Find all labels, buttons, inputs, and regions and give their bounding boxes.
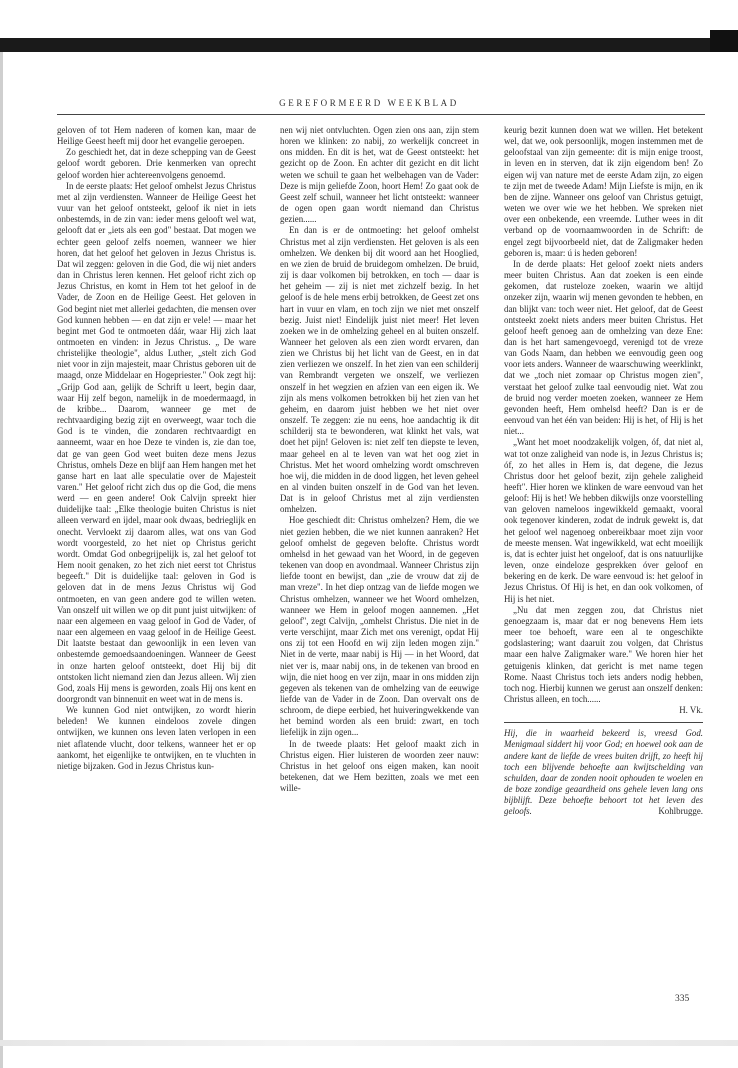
running-header: GEREFORMEERD WEEKBLAD: [279, 98, 459, 108]
quote-author: Kohlbrugge.: [658, 806, 703, 817]
paragraph: We kunnen God niet ontwijken, zo wordt hierin beleden! We kunnen eindeloos zovele dingen ontwijken, we kunnen ons leven laten verlopen in een niet aflatende vlucht, door telkens, wanneer het er op aankomt, het eigenlijke te ontwijken, en te vluchten in nietige bijzaken. God in Jezus Christus kun-: [57, 705, 256, 771]
paragraph: En dan is er de ontmoeting: het geloof omhelst Christus met al zijn verdiensten. Het geloven is als een omhelzen. We denken bij dit woord aan het Hooglied, en we zien de bruid de bruidegom omhelzen. De bruid, zij is daar volkomen bij betrokken, en toch — daar is het geheim — zij is niet met zichzelf bezig. In het geloof is de hele mens erbij betrokken, de Geest zet ons hart in vuur en vlam, en toch zijn we niet met onszelf bezig. Juist niet! Eindelijk juist niet meer! Het leven zoeken we in de omhelzing geheel en al buiten onszelf. Wanneer het geloven als een zien wordt ervaren, dan zien we Christus bij het licht van de Geest, en in dat zien verliezen we onszelf. In het zien van een schilderij van Rembrandt vergeten we onszelf, we verliezen onszelf in het wegzien en afzien van een eigen ik. We zijn als mens volkomen betrokken bij het zien van het geheim, en daarom juist hebben we het niet over onszelf. Te zeggen: zie nu eens, hoe aandachtig ik dit schilderij sta te bewonderen, wat klinkt het vals, wat doet het pijn! Geloven is: niet zelf ten diepste te leven, maar geheel en al te leven van wat het oog ziet in Christus. Met het woord omhelzing wordt omschreven hoe wij, die midden in de dood liggen, het leven geheel en al vinden buiten onszelf in de God van het leven. Dat is in geloof Christus met al zijn verdiensten omhelzen.: [280, 225, 479, 515]
column-1: [57, 125, 256, 772]
paragraph: „Nu dat men zeggen zou, dat Christus niet genoegzaam is, maar dat er nog benevens Hem iets meer toe behoeft, ware een al te ongeschikte godslastering; want daaruit zou volgen, dat Christus maar een halve Zaligmaker ware." We horen hier het getuigenis klinken, dat gericht is met name tegen Rome. Naast Christus toch iets anders nodig hebben, toch nog. Hierbij kunnen we gerust aan onszelf denken: Christus alleen, en toch......: [504, 604, 703, 704]
quote-divider: [504, 722, 703, 723]
scan-top-border: [0, 38, 738, 52]
paragraph: Hoe geschiedt dit: Christus omhelzen? Hem, die we niet gezien hebben, die we niet kunnen aanraken? Het geloof omhelst de gegeven belofte. Christus wordt omhelsd in het gewaad van het Woord, in de gegeven tekenen van doop en avondmaal. Wanneer Christus zijn liefde toont en bewijst, dan „zie de vrouw dat zij de man vreze". In het diep ontzag van de liefde mogen we Christus omhelzen, wanneer we het Woord omhelzen, wanneer we Hem in geloof mogen aannemen. „Het geloof", zegt Calvijn, „omhelst Christus. Die niet in de verte verschijnt, maar Zich met ons verenigt, opdat Hij ons zij tot een Hoofd en wij zijn leden mogen zijn." Niet in de verte, maar nabij is Hij — in het Woord, dat niet ver is, maar nabij ons, in de tekenen van brood en wijn, die niet hoog en ver zijn, maar in ons midden zijn gegeven als tekenen van de omhelzing van de eeuwige liefde van de Vader in de Zoon. Dan overvalt ons de schroom, de diepe eerbied, het huiveringwekkende van het bemind worden als een bruid: zwart, en toch liefelijk in zijn ogen...: [280, 515, 479, 738]
closing-quote: [504, 728, 703, 817]
quote-text: Hij, die in waarheid bekeerd is, vreesd God. Menigmaal siddert hij voor God; en hoewel ook aan de andere kant de liefde de vrees buiten drijft, zo heeft hij toch een blijvende behoefte aan kwijtschelding van schulden, daar de zonden nooit ophouden te woelen en de boze zondige geaardheid ons gehele leven lang ons bijblijft. Deze behoefte behoort tot het leven des geloofs.: [504, 728, 703, 817]
paragraph: keurig bezit kunnen doen wat we willen. Het betekent wel, dat we, ook persoonlijk, mogen instemmen met de geloofstaal van zijn gemeente: dit is mijn enige troost, in leven en in sterven, dat ik zijn eigendom ben! Zo eigen wij van nature met de eerste Adam zijn, zo eigen te zijn met de tweede Adam! Mijn Liefste is mijn, en ik ben de zijne. Wanneer ons geloof van Christus getuigt, weten we over wie we het hebben. We spreken niet over een onbekende, een vreemde. Luther wees in dit verband op de voornaamwoorden in de Schrift: de engel zegt bijvoorbeeld niet, dat de Zaligmaker heden geboren is, maar: ú is heden geboren!: [504, 125, 703, 258]
scan-left-edge: [0, 52, 3, 1068]
paragraph: nen wij niet ontvluchten. Ogen zien ons aan, zijn stem horen we klinken: zo nabij, zo werkelijk concreet in ons midden. En dit is het, wat de Geest ontsteekt: het gezicht op de Zoon. En achter dit gezicht en dit licht weten we schuil te gaan het welbehagen van de Vader: Deze is mijn geliefde Zoon, hoort Hem! Zo gaat ook de Geest zelf schuil, wanneer het licht ontsteekt: wanneer de ogen open gaan wordt niemand dan Christus gezien......: [280, 125, 479, 225]
paragraph: In de tweede plaats: Het geloof maakt zich in Christus eigen. Hier luisteren de woorden zeer nauw: Christus in het geloof ons eigen maken, kan nooit betekenen, dat we Hem bezitten, zoals we met een wille-: [280, 738, 479, 794]
paragraph: In de eerste plaats: Het geloof omhelst Jezus Christus met al zijn verdiensten. Wanneer de Heilige Geest het vuur van het geloof ontsteekt, geloof ik niet in iets onbestemds, in de zin van: ieder mens gelooft wel wat, gelooft dat er „iets als een god" bestaat. Dat mogen we echter geen geloof zelfs noemen, wanneer we hier horen, dat het geloof het geloven in Jezus Christus is. Dat wil zeggen: geloven in die God, die wij niet anders dan in Christus leren kennen. Het geloof richt zich op Jezus Christus, en komt in Hem tot het geloof in de Vader, de Zoon en de Heilige Geest. Het geloven in God begint niet met allerlei gedachten, die mensen over God kunnen hebben — en dat zijn er vele! — maar het begint met God te ontmoeten dáár, waar Hij zich laat ontmoeten en vinden: in Jezus Christus. „ De ware christelijke theologie", aldus Luther, „stelt zich God niet voor in zijn majesteit, maar Christus geboren uit de maagd, onze Middelaar en Hogepriester." Ook zegt hij: „Grijp God aan, gelijk de Schrift u leert, begin daar, waar Hij zelf begon, namelijk in de moedermaagd, in de kribbe... Daarom, wanneer ge met de rechtvaardiging bezig zijt en overweegt, waar toch die God is te vinden, die zondaren rechtvaardigt en aanneemt, waar en hoe Deze te vinden is, zie dan toe, dat ge van geen God weet buiten deze mens Jezus Christus, omhels Deze en blijf aan Hem hangen met het ganse hart en laat alle speculatie over de Majesteit varen." Het geloof richt zich dus op die God, die mens werd — en geen andere! Ook Calvijn spreekt hier duidelijke taal: „Elke theologie buiten Christus is niet alleen verward en ijdel, maar ook dwaas, bedrieglijk en onecht. Vervloekt zij daarom alles, wat ons van God wordt voorgesteld, zo het niet op Christus gericht wordt. Omdat God onbegrijpelijk is, zal het geloof tot Hem nooit genaken, zo het zich niet eerst tot Christus begeeft." Dit is duidelijke taal: geloven in God is geloven dat in de mens Jezus Christus wij God ontmoeten, en van geen andere god te willen weten. Van onszelf uit willen we op dit punt juist uitwijken: of naar een algemeen en vaag geloof in God de Vader, of naar een algemeen en vaag geloof in de Heilige Geest. Dit laatste bestaat dan gewoonlijk in een leven van onbestemde gemoedsaandoeningen. Wanneer de Geest in onze harten geloof ontsteekt, doet Hij bij dit ontstoken licht niemand zien dan Jezus alleen. Wij zien God, zoals Hij mens is geworden, zoals Hij ons kent en doorgrondt van binnenuit en weet wat in de mens is.: [57, 180, 256, 704]
paragraph: In de derde plaats: Het geloof zoekt niets anders meer buiten Christus. Aan dat zoeken is een einde gekomen, dat rusteloze zoeken, waarin we altijd onzeker zijn, waarin wij menen gevonden te hebben, en dan blijkt van: toch weer niet. Het geloof, dat de Geest ontsteekt zoekt niets anders meer buiten Christus. Het geloof heeft genoeg aan de omhelzing van deze Ene: dan is het hart samengevoegd, verenigd tot de vreze van Gods Naam, dan hebben we eenvoudig geen oog voor iets anders. Wanneer de waarschuwing weerklinkt, dat we „toch niet zomaar op Christus mogen zien", verstaat het geloof zulke taal eenvoudig niet. Wat zou de bruid nog verder moeten zoeken, wanneer ze Hem gevonden heeft, Hem omhelsd heeft? Dan is er de eenvoud van het één van beiden: Hij is het, of Hij is het niet...: [504, 258, 703, 437]
scan-bottom-edge: [0, 1040, 738, 1046]
paragraph: „Want het moet noodzakelijk volgen, óf, dat niet al, wat tot onze zaligheid van node is, in Jezus Christus is; óf, zo het alles in Hem is, dat degene, die Jezus Christus door het geloof bezit, zijn gehele zaligheid heeft". Hier horen we klinken de ware eenvoud van het geloof: Hij is het! We hebben dikwijls onze voorstelling van geloven nameloos ingewikkeld gemaakt, vooral ook tegenover kinderen, zodat de indruk gewekt is, dat het geloof wel nagenoeg onbereikbaar moet zijn voor de meeste mensen. Wat ingewikkeld, wat echt moeilijk is, dat is echter juist het ongeloof, dat is ons natuurlijke leven, onze eindeloze gesprekken óver geloof en bekering en de kerk. De ware eenvoud is: het geloof in Jezus Christus. Of Hij is het, en dan ook volkomen, of Hij is het niet.: [504, 437, 703, 604]
column-3: [504, 125, 703, 818]
scan-corner-mark: [710, 30, 738, 52]
article-signature: H. Vk.: [679, 705, 703, 716]
paragraph: Zo geschiedt het, dat in deze schepping van de Geest geloof wordt geboren. Drie kenmerken van oprecht geloof worden hier achtereenvolgens genoemd.: [57, 147, 256, 180]
column-2: [280, 125, 479, 794]
page-number: 335: [675, 994, 690, 1004]
paragraph: geloven of tot Hem naderen of komen kan, maar de Heilige Geest heeft mij door het evangelie geroepen.: [57, 125, 256, 147]
header-rule: [57, 114, 705, 115]
